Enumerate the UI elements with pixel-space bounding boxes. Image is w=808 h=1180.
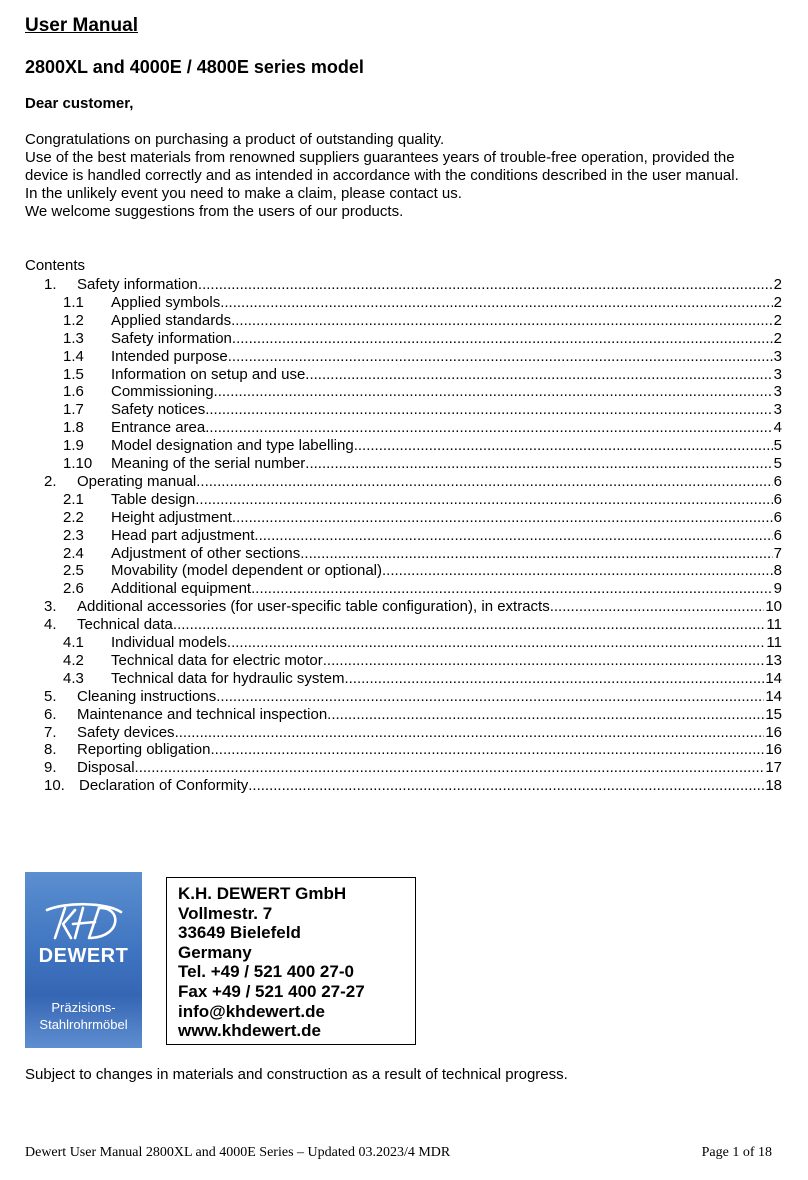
toc-leader-dots	[198, 276, 773, 294]
toc-entry-body	[77, 706, 782, 724]
toc-entry-body	[111, 527, 782, 545]
greeting: Dear customer,	[25, 95, 134, 112]
toc-leader-dots	[300, 545, 772, 563]
toc-entry-body	[111, 562, 782, 580]
toc-entry-title: Safety information	[77, 276, 198, 293]
toc-entry-body	[111, 491, 782, 509]
toc-entry-page: 3	[773, 383, 782, 401]
toc-entry-title: Applied standards	[111, 311, 232, 329]
toc-entry[interactable]	[0, 616, 808, 634]
toc-entry-title: Declaration of Conformity	[79, 777, 249, 795]
toc-entry-number: 4.1	[63, 634, 84, 651]
intro-line: In the unlikely event you need to make a claim, please contact us.	[25, 185, 462, 202]
toc-leader-dots	[216, 688, 764, 706]
toc-entry-number: 1.3	[63, 329, 84, 347]
toc-entry-page: 13	[765, 651, 782, 669]
toc-entry-body	[111, 634, 782, 652]
toc-entry[interactable]	[0, 383, 808, 401]
toc-leader-dots	[344, 670, 764, 688]
toc-entry-page: 15	[765, 705, 782, 723]
toc-entry-body	[111, 670, 782, 688]
toc-leader-dots	[175, 724, 765, 742]
toc-entry-title: Cleaning instructions	[77, 687, 217, 705]
toc-leader-dots	[205, 401, 772, 419]
toc-entry-number: 1.5	[63, 365, 84, 383]
toc-entry-title: Safety notices	[111, 401, 206, 419]
toc-entry-number: 1.8	[63, 419, 84, 437]
toc-entry-page: 17	[765, 759, 782, 777]
toc-entry-body	[79, 777, 782, 795]
toc-entry-body	[111, 312, 782, 330]
toc-entry-page: 18	[765, 777, 782, 795]
toc-entry-page: 3	[773, 347, 782, 365]
company-name: K.H. DEWERT GmbH	[178, 884, 347, 903]
toc-leader-dots	[231, 312, 773, 330]
toc-entry-page: 11	[766, 634, 782, 651]
toc-entry-number: 3.	[44, 598, 57, 616]
website: www.khdewert.de	[178, 1021, 321, 1041]
footer-page-number: Page 1 of 18	[701, 1145, 772, 1160]
footer-document-info: Dewert User Manual 2800XL and 4000E Series – Updated 03.2023/4 MDR	[25, 1145, 451, 1160]
toc-entry-number: 5.	[44, 687, 57, 705]
toc-entry-title: Commissioning	[111, 383, 214, 401]
toc-entry[interactable]	[0, 473, 808, 491]
toc-leader-dots	[228, 348, 773, 366]
toc-entry-title: Information on setup and use	[111, 365, 306, 383]
toc-entry-number: 1.2	[63, 311, 84, 329]
toc-entry-body	[77, 276, 782, 294]
toc-entry-title: Safety information	[111, 329, 232, 347]
toc-entry-title: Maintenance and technical inspection	[77, 705, 328, 723]
toc-entry-body	[77, 616, 782, 634]
toc-leader-dots	[232, 330, 773, 348]
toc-leader-dots	[196, 473, 772, 491]
toc-entry[interactable]	[0, 527, 808, 545]
toc-entry-number: 1.9	[63, 437, 84, 455]
toc-entry-page: 2	[773, 329, 782, 347]
toc-entry-title: Applied symbols	[111, 293, 221, 311]
toc-entry[interactable]	[0, 437, 808, 455]
toc-entry-page: 14	[765, 669, 782, 687]
toc-entry-body	[111, 294, 782, 312]
toc-entry-number: 6.	[44, 705, 57, 723]
toc-leader-dots	[173, 616, 766, 634]
toc-entry-page: 3	[773, 365, 782, 383]
toc-entry[interactable]	[0, 419, 808, 437]
toc-entry-page: 9	[773, 580, 782, 598]
logo-tagline: Stahlrohrmöbel	[39, 1017, 128, 1032]
toc-entry-number: 2.1	[63, 490, 84, 508]
toc-entry[interactable]	[0, 598, 808, 616]
toc-leader-dots	[232, 509, 773, 527]
toc-leader-dots	[248, 777, 764, 795]
toc-entry-number: 1.1	[63, 293, 84, 311]
toc-entry-body	[77, 598, 782, 616]
toc-entry[interactable]	[0, 741, 808, 759]
toc-leader-dots	[205, 419, 772, 437]
toc-entry-page: 14	[765, 687, 782, 705]
logo-brand-name: DEWERT	[38, 945, 129, 967]
toc-entry[interactable]	[0, 509, 808, 527]
street: Vollmestr. 7	[178, 903, 273, 923]
toc-entry[interactable]	[0, 706, 808, 724]
contents-heading: Contents	[25, 257, 86, 274]
toc-leader-dots	[220, 294, 772, 312]
toc-entry[interactable]	[0, 777, 808, 795]
toc-entry-number: 4.	[44, 616, 57, 634]
toc-entry-title: Technical data for electric motor	[111, 651, 323, 669]
toc-entry-title: Intended purpose	[111, 347, 228, 365]
khd-monogram-icon	[25, 900, 142, 944]
toc-entry-page: 3	[773, 401, 782, 419]
toc-entry-page: 7	[773, 544, 782, 562]
toc-entry[interactable]	[0, 455, 808, 473]
toc-entry-number: 8.	[44, 741, 57, 759]
toc-entry-body	[77, 724, 782, 742]
toc-entry-title: Reporting obligation	[77, 741, 211, 759]
toc-leader-dots	[550, 598, 765, 616]
toc-entry[interactable]	[0, 634, 808, 652]
toc-entry-title: Technical data for hydraulic system	[111, 669, 345, 687]
toc-leader-dots	[214, 383, 773, 401]
toc-entry-number: 2.4	[63, 544, 84, 562]
toc-entry-title: Meaning of the serial number	[111, 455, 306, 472]
toc-entry-page: 5	[773, 455, 782, 472]
toc-entry-title: Additional equipment	[111, 580, 252, 598]
toc-entry-number: 2.	[44, 472, 57, 490]
toc-entry-title: Operating manual	[77, 472, 197, 490]
toc-entry-body	[111, 455, 782, 473]
toc-entry-title: Individual models	[111, 634, 227, 651]
toc-entry-page: 6	[773, 526, 782, 544]
toc-entry-number: 1.6	[63, 383, 84, 401]
toc-entry-number: 10.	[44, 777, 65, 795]
toc-leader-dots	[210, 741, 764, 759]
toc-entry[interactable]	[0, 312, 808, 330]
toc-entry[interactable]	[0, 724, 808, 742]
toc-entry-title: Height adjustment	[111, 508, 232, 526]
city: 33649 Bielefeld	[178, 923, 301, 943]
toc-entry-body	[111, 330, 782, 348]
toc-entry-body	[111, 580, 782, 598]
company-logo	[25, 872, 142, 1048]
toc-entry-page: 16	[765, 741, 782, 759]
country: Germany	[178, 942, 252, 962]
intro-line: device is handled correctly and as intended in accordance with the conditions described in the user manual.	[25, 167, 739, 184]
toc-entry-number: 2.5	[63, 562, 84, 580]
toc-entry-body	[111, 437, 782, 455]
toc-entry-page: 4	[773, 419, 782, 437]
toc-entry[interactable]	[0, 688, 808, 706]
toc-leader-dots	[354, 437, 773, 455]
toc-entry-title: Adjustment of other sections	[111, 544, 301, 562]
intro-paragraph	[25, 131, 785, 221]
toc-entry-number: 1.7	[63, 401, 84, 419]
toc-entry-page: 6	[773, 472, 782, 490]
toc-entry-number: 4.3	[63, 669, 84, 687]
toc-leader-dots	[251, 580, 773, 598]
toc-entry-number: 4.2	[63, 651, 84, 669]
toc-entry-page: 8	[773, 562, 782, 580]
toc-entry-number: 2.2	[63, 508, 84, 526]
toc-entry-body	[77, 688, 782, 706]
toc-entry-page: 2	[773, 311, 782, 329]
toc-entry[interactable]	[0, 294, 808, 312]
toc-entry-body	[111, 348, 782, 366]
toc-entry[interactable]	[0, 545, 808, 563]
toc-entry[interactable]	[0, 670, 808, 688]
document-subtitle: 2800XL and 4000E / 4800E series model	[25, 57, 364, 77]
toc-leader-dots	[305, 366, 772, 384]
toc-entry[interactable]	[0, 562, 808, 580]
toc-entry[interactable]	[0, 652, 808, 670]
toc-entry[interactable]	[0, 348, 808, 366]
toc-entry-body	[111, 366, 782, 384]
toc-entry-title: Disposal	[77, 759, 135, 777]
toc-entry-title: Model designation and type labelling	[111, 437, 354, 455]
toc-entry-body	[111, 383, 782, 401]
toc-entry-title: Head part adjustment	[111, 526, 255, 544]
toc-entry-body	[77, 759, 782, 777]
toc-entry-body	[111, 419, 782, 437]
toc-entry-title: Technical data	[77, 616, 173, 634]
toc-entry[interactable]	[0, 491, 808, 509]
toc-entry[interactable]	[0, 276, 808, 294]
toc-entry-page: 2	[773, 293, 782, 311]
toc-entry-number: 2.6	[63, 580, 84, 598]
telephone: Tel. +49 / 521 400 27-0	[178, 962, 354, 982]
toc-leader-dots	[323, 652, 765, 670]
toc-entry-title: Entrance area	[111, 419, 206, 437]
toc-leader-dots	[254, 527, 772, 545]
fax: Fax +49 / 521 400 27-27	[178, 981, 365, 1001]
toc-entry-body	[111, 545, 782, 563]
toc-entry[interactable]	[0, 366, 808, 384]
toc-leader-dots	[135, 759, 765, 777]
toc-entry-title: Table design	[111, 490, 196, 508]
intro-line: Use of the best materials from renowned suppliers guarantees years of trouble-free operation, provided the	[25, 149, 735, 166]
toc-entry-page: 11	[766, 616, 782, 634]
toc-entry-title: Additional accessories (for user-specific table configuration), in extracts	[77, 598, 550, 616]
intro-line: We welcome suggestions from the users of our products.	[25, 203, 404, 220]
toc-entry-body	[77, 473, 782, 491]
toc-entry-body	[77, 741, 782, 759]
toc-entry-number: 7.	[44, 723, 57, 741]
document-title: User Manual	[25, 15, 138, 36]
toc-entry-page: 6	[773, 490, 782, 508]
toc-entry[interactable]	[0, 580, 808, 598]
logo-tagline: Präzisions-	[51, 1000, 116, 1015]
email: info@khdewert.de	[178, 1001, 325, 1021]
toc-entry[interactable]	[0, 330, 808, 348]
toc-entry-number: 2.3	[63, 526, 84, 544]
toc-leader-dots	[305, 455, 772, 473]
toc-entry-page: 2	[773, 276, 782, 293]
toc-entry-number: 1.10	[63, 455, 93, 472]
company-address-box	[166, 877, 416, 1045]
toc-entry-number: 1.	[44, 276, 57, 293]
toc-entry-number: 9.	[44, 759, 57, 777]
toc-entry[interactable]	[0, 759, 808, 777]
toc-leader-dots	[227, 634, 766, 652]
toc-leader-dots	[327, 706, 764, 724]
toc-entry-body	[111, 652, 782, 670]
change-notice: Subject to changes in materials and construction as a result of technical progress.	[25, 1066, 568, 1083]
toc-entry[interactable]	[0, 401, 808, 419]
toc-entry-page: 6	[773, 508, 782, 526]
toc-entry-body	[111, 401, 782, 419]
toc-entry-title: Movability (model dependent or optional)	[111, 562, 382, 580]
toc-entry-page: 10	[765, 598, 782, 616]
toc-leader-dots	[382, 562, 773, 580]
toc-leader-dots	[195, 491, 772, 509]
toc-entry-title: Safety devices	[77, 723, 175, 741]
intro-line: Congratulations on purchasing a product of outstanding quality.	[25, 131, 445, 148]
toc-entry-page: 16	[765, 723, 782, 741]
toc-entry-number: 1.4	[63, 347, 84, 365]
toc-entry-body	[111, 509, 782, 527]
toc-entry-page: 5	[773, 437, 782, 455]
